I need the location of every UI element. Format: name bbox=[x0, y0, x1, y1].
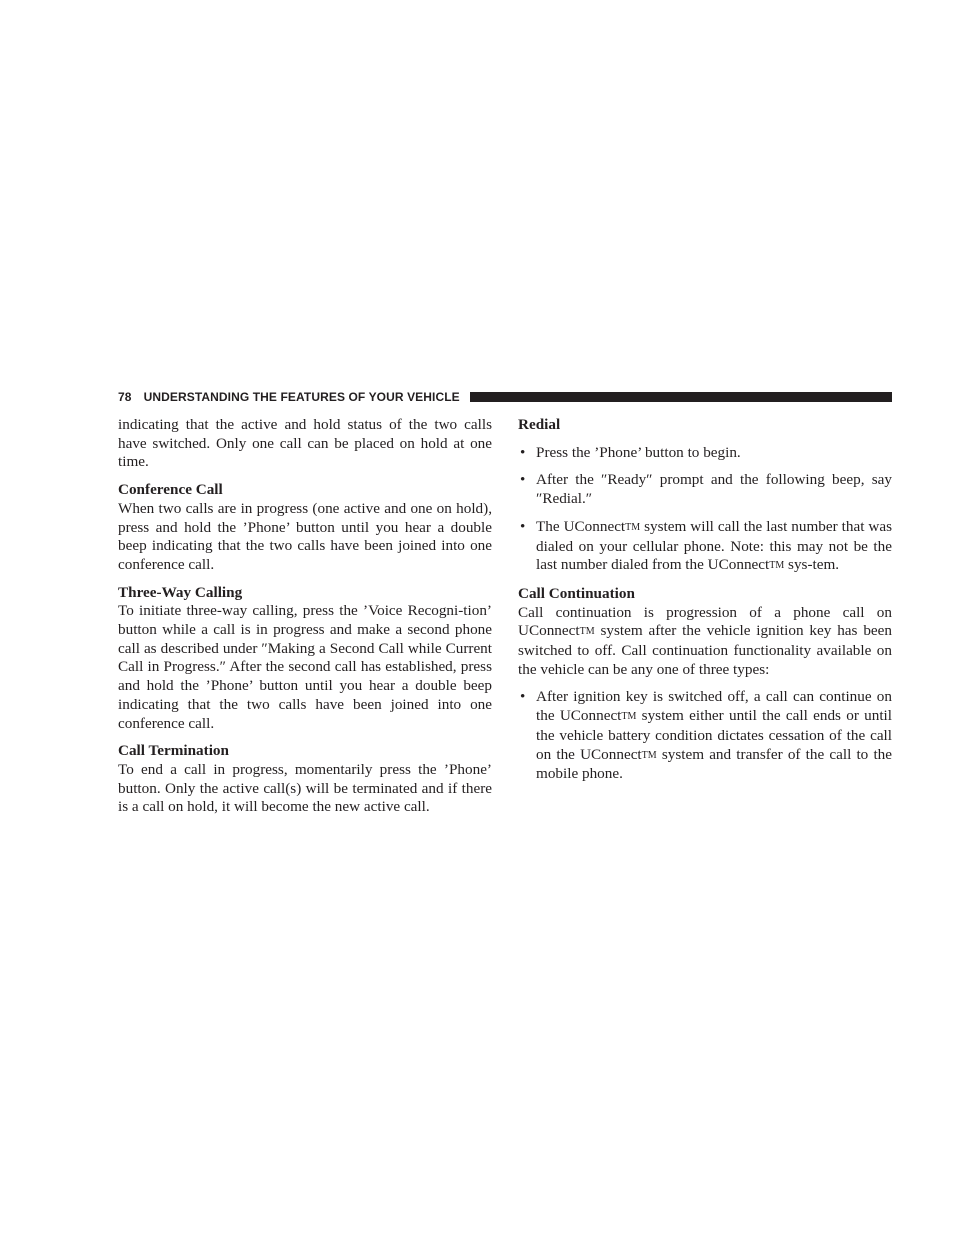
chapter-title: UNDERSTANDING THE FEATURES OF YOUR VEHICLE bbox=[143, 390, 460, 404]
call-termination-body: To end a call in progress, momentarily press the ’Phone’ button. Only the active call(s) will be terminated and if there is a call on hold, it will become the new active call. bbox=[118, 760, 492, 816]
call-continuation-bullet-1-b: system either until the call ends or until the vehicle battery condition dictates cessation of the call on the UConnect bbox=[536, 707, 892, 763]
trademark-mark: TM bbox=[769, 560, 785, 572]
section-call-continuation bbox=[518, 585, 892, 784]
call-continuation-body-b: system after the vehicle ignition key has been switched to off. Call continuation functionality available on the vehicle can be any one of three types: bbox=[518, 622, 892, 678]
redial-bullet-2: • After the ″Ready″ prompt and the following beep, say ″Redial.″ bbox=[518, 471, 892, 508]
trademark-mark: TM bbox=[621, 711, 637, 723]
trademark-mark: TM bbox=[625, 521, 641, 533]
redial-bullet-3-text-a: The UConnect bbox=[536, 517, 626, 535]
section-call-termination bbox=[118, 742, 492, 817]
trademark-mark: TM bbox=[641, 749, 657, 761]
redial-bullet-3 bbox=[518, 518, 892, 576]
redial-heading: Redial bbox=[518, 416, 561, 433]
three-way-calling-heading: Three-Way Calling bbox=[118, 583, 243, 601]
trademark-mark: TM bbox=[579, 626, 595, 638]
conference-call-heading: Conference Call bbox=[118, 481, 223, 499]
call-continuation-heading: Call Continuation bbox=[518, 584, 635, 602]
section-conference-call bbox=[118, 481, 492, 575]
call-continuation-bullet-1-a: After ignition key is switched off, a call can continue on the UConnect bbox=[536, 688, 892, 725]
call-continuation-list bbox=[518, 688, 892, 784]
three-way-calling-body: To initiate three-way calling, press the ’Voice Recogni-tion’ button while a call is in progress and make a second phone call as described under ″Making a Second Call while Current Call in Progress.″ After the second call has established, press and hold the ’Phone’ button until you hear a double beep indicating that the two calls have been joined into one conference call. bbox=[118, 602, 492, 732]
section-three-way-calling bbox=[118, 584, 492, 734]
call-termination-heading: Call Termination bbox=[118, 742, 229, 760]
section-redial bbox=[518, 416, 892, 576]
redial-bullet-1: • Press the ’Phone’ button to begin. bbox=[518, 444, 892, 463]
left-column bbox=[118, 416, 492, 817]
call-continuation-body-a: Call continuation is progression of a phone call on UConnect bbox=[518, 603, 892, 640]
redial-bullet-3-text-b: system will call the last number that was dialed on your cellular phone. Note: this may not be the last number dialed from the UConnect bbox=[536, 517, 892, 574]
call-continuation-bullet-1-c: system and transfer of the call to the mobile phone. bbox=[536, 745, 892, 783]
redial-bullet-3-text-c: sys-tem. bbox=[784, 556, 840, 574]
conference-call-body: When two calls are in progress (one active and one on hold), press and hold the ’Phone’ button until you hear a double beep indicating that the two calls have been joined into one conference call. bbox=[118, 499, 492, 573]
call-continuation-body bbox=[518, 604, 892, 680]
intro-paragraph: indicating that the active and hold status of the two calls have switched. Only one call can be placed on hold at one time. bbox=[118, 416, 492, 471]
header-rule bbox=[470, 392, 892, 402]
page-header bbox=[118, 389, 892, 405]
call-continuation-bullet-1 bbox=[518, 688, 892, 784]
redial-list bbox=[518, 444, 892, 576]
page-number: 78 bbox=[118, 390, 132, 404]
right-column bbox=[518, 416, 892, 784]
